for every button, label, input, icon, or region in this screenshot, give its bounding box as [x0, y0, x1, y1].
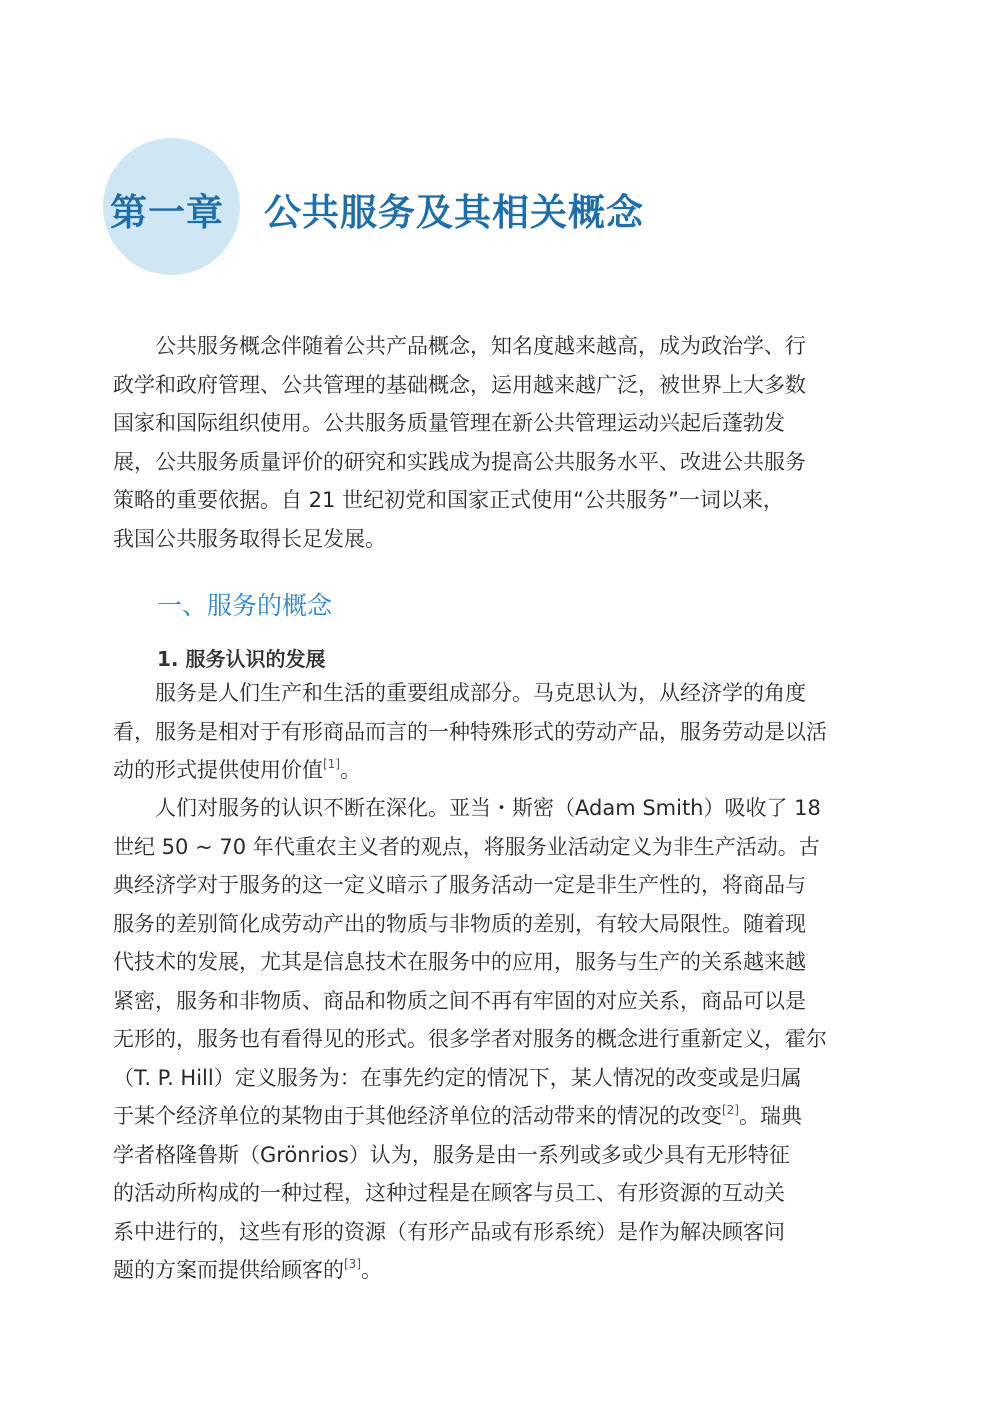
chapter-label: 第一章: [110, 191, 224, 234]
citation-marker: [3]: [344, 1257, 361, 1271]
chapter-title: 公共服务及其相关概念: [264, 191, 644, 234]
section-heading: 一、服务的概念: [157, 591, 333, 620]
intro-line-text: 公共服务概念伴随着公共产品概念，知名度越来越高，成为政治学、行: [155, 334, 806, 358]
para2-line: 服务的差别简化成劳动产出的物质与非物质的差别，有较大局限性。随着现: [113, 911, 806, 936]
para2-line: （T. P. Hill）定义服务为：在事先约定的情况下，某人情况的改变或是归属: [113, 1065, 802, 1090]
intro-line: 我国公共服务取得长足发展。: [113, 526, 386, 551]
citation-marker: [2]: [722, 1103, 739, 1117]
para2-line-text: 。瑞典: [739, 1104, 802, 1128]
para1-line-text: 服务是人们生产和生活的重要组成部分。马克思认为，从经济学的角度: [155, 681, 806, 705]
para1-line: 看，服务是相对于有形商品而言的一种特殊形式的劳动产品，服务劳动是以活: [113, 719, 827, 744]
intro-paragraph: [113, 327, 873, 558]
para2-line: 无形的，服务也有看得见的形式。很多学者对服务的概念进行重新定义，霍尔: [113, 1027, 827, 1051]
para2-line: [113, 1097, 873, 1136]
intro-line: 国家和国际组织使用。公共服务质量管理在新公共管理运动兴起后蓬勃发: [113, 411, 785, 435]
intro-line: 政学和政府管理、公共管理的基础概念，运用越来越广泛，被世界上大多数: [113, 372, 806, 397]
para2-line: 紧密，服务和非物质、商品和物质之间不再有牢固的对应关系，商品可以是: [113, 988, 806, 1013]
para1-line: [113, 674, 873, 713]
intro-line: [113, 327, 873, 366]
paragraph-1: [113, 674, 873, 790]
para2-line: [113, 789, 873, 828]
subsection-heading: 1. 服务认识的发展: [157, 647, 326, 671]
para2-line-text: 。: [361, 1258, 382, 1282]
para2-line-text: 人们对服务的认识不断在深化。亚当・斯密（Adam Smith）吸收了 18: [155, 796, 821, 820]
para1-tail: 。: [340, 758, 361, 782]
para2-line: 世纪 50 ~ 70 年代重农主义者的观点，将服务业活动定义为非生产活动。古: [113, 834, 820, 859]
intro-line: 策略的重要依据。自 21 世纪初党和国家正式使用“公共服务”一词以来，: [113, 488, 784, 512]
para2-line: 学者格隆鲁斯（Grönrios）认为，服务是由一系列或多或少具有无形特征: [113, 1142, 790, 1167]
citation-marker: [1]: [323, 757, 340, 771]
para1-line-text: 动的形式提供使用价值: [113, 758, 323, 782]
para2-line: [113, 1251, 873, 1290]
para2-line: 系中进行的，这些有形的资源（有形产品或有形系统）是作为解决顾客问: [113, 1219, 785, 1244]
para2-line: 典经济学对于服务的这一定义暗示了服务活动一定是非生产性的，将商品与: [113, 873, 806, 897]
para2-line-text: 题的方案而提供给顾客的: [113, 1258, 344, 1282]
para2-line: 的活动所构成的一种过程，这种过程是在顾客与员工、有形资源的互动关: [113, 1181, 785, 1205]
para2-line-text: 于某个经济单位的某物由于其他经济单位的活动带来的情况的改变: [113, 1104, 722, 1128]
para1-line: [113, 751, 873, 790]
para2-line: 代技术的发展，尤其是信息技术在服务中的应用，服务与生产的关系越来越: [113, 950, 806, 974]
intro-line: 展，公共服务质量评价的研究和实践成为提高公共服务水平、改进公共服务: [113, 449, 806, 474]
paragraph-2: [113, 789, 873, 1290]
